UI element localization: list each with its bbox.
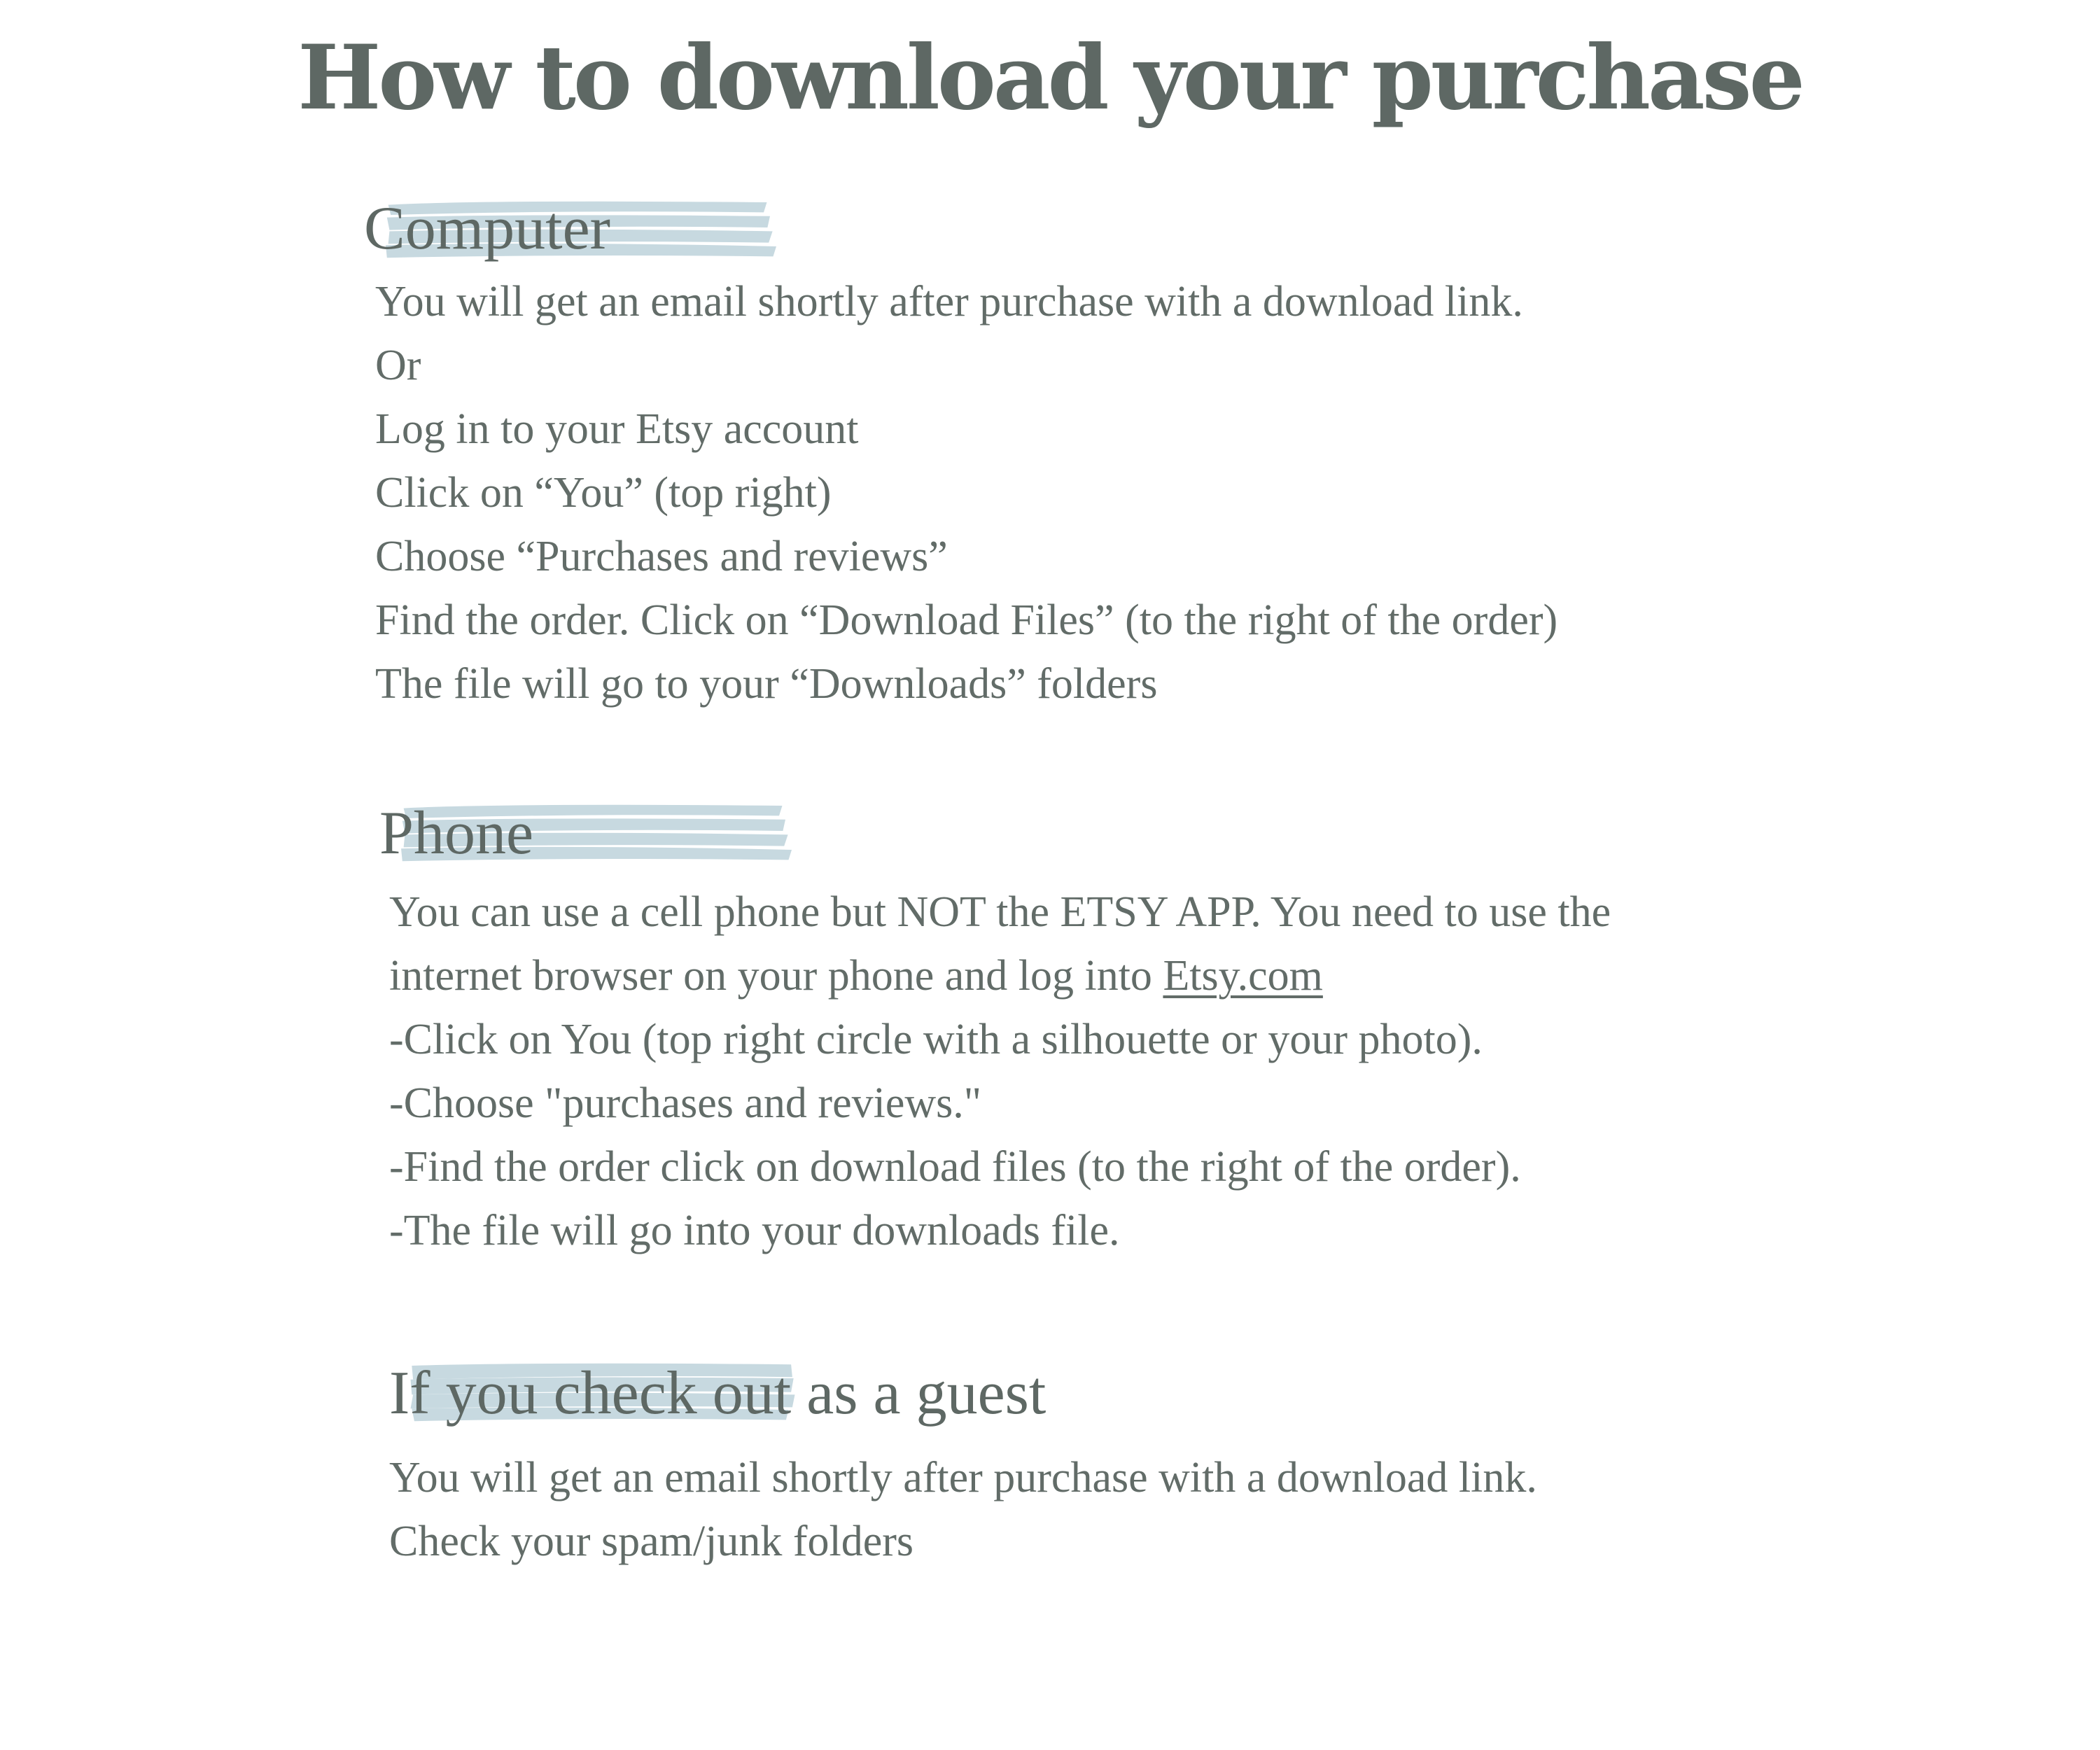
guest-section (389, 1355, 1537, 1574)
list-item: You will get an email shortly after purchase with a download link. (389, 1454, 1537, 1502)
list-item: Check your spam/junk folders (389, 1518, 914, 1565)
list-item: Find the order. Click on “Download Files” (to the right of the order) (375, 596, 1558, 644)
phone-heading-wrap (379, 795, 533, 872)
list-item: -Click on You (top right circle with a silhouette or your photo). (389, 1016, 1483, 1063)
guest-heading: If you check out as a guest (389, 1359, 1046, 1427)
list-item: Click on “You” (top right) (375, 469, 832, 517)
phone-steps-list (389, 881, 1611, 1263)
computer-section (364, 190, 1558, 716)
computer-heading-wrap (364, 190, 610, 267)
list-item: Or (375, 342, 421, 389)
guest-heading-wrap (389, 1355, 1046, 1432)
list-item: Choose “Purchases and reviews” (375, 533, 948, 580)
intro-text: internet browser on your phone and log into (389, 952, 1163, 1000)
guest-steps-list (389, 1446, 1537, 1574)
list-item (389, 944, 1611, 1008)
page-title: How to download your purchase (298, 26, 1802, 130)
computer-steps-list (375, 270, 1558, 716)
list-item: -Find the order click on download files (to the right of the order). (389, 1143, 1521, 1191)
list-item: -The file will go into your downloads file. (389, 1207, 1120, 1254)
list-item: Log in to your Etsy account (375, 405, 859, 453)
etsy-link[interactable]: Etsy.com (1163, 952, 1323, 1000)
list-item: You can use a cell phone but NOT the ETSY APP. You need to use the (389, 888, 1611, 936)
list-item: You will get an email shortly after purchase with a download link. (375, 278, 1523, 326)
list-item: -Choose "purchases and reviews." (389, 1079, 982, 1127)
computer-heading: Computer (364, 195, 610, 262)
phone-section (379, 795, 1611, 1263)
phone-heading: Phone (379, 799, 533, 867)
list-item: The file will go to your “Downloads” folders (375, 660, 1158, 708)
